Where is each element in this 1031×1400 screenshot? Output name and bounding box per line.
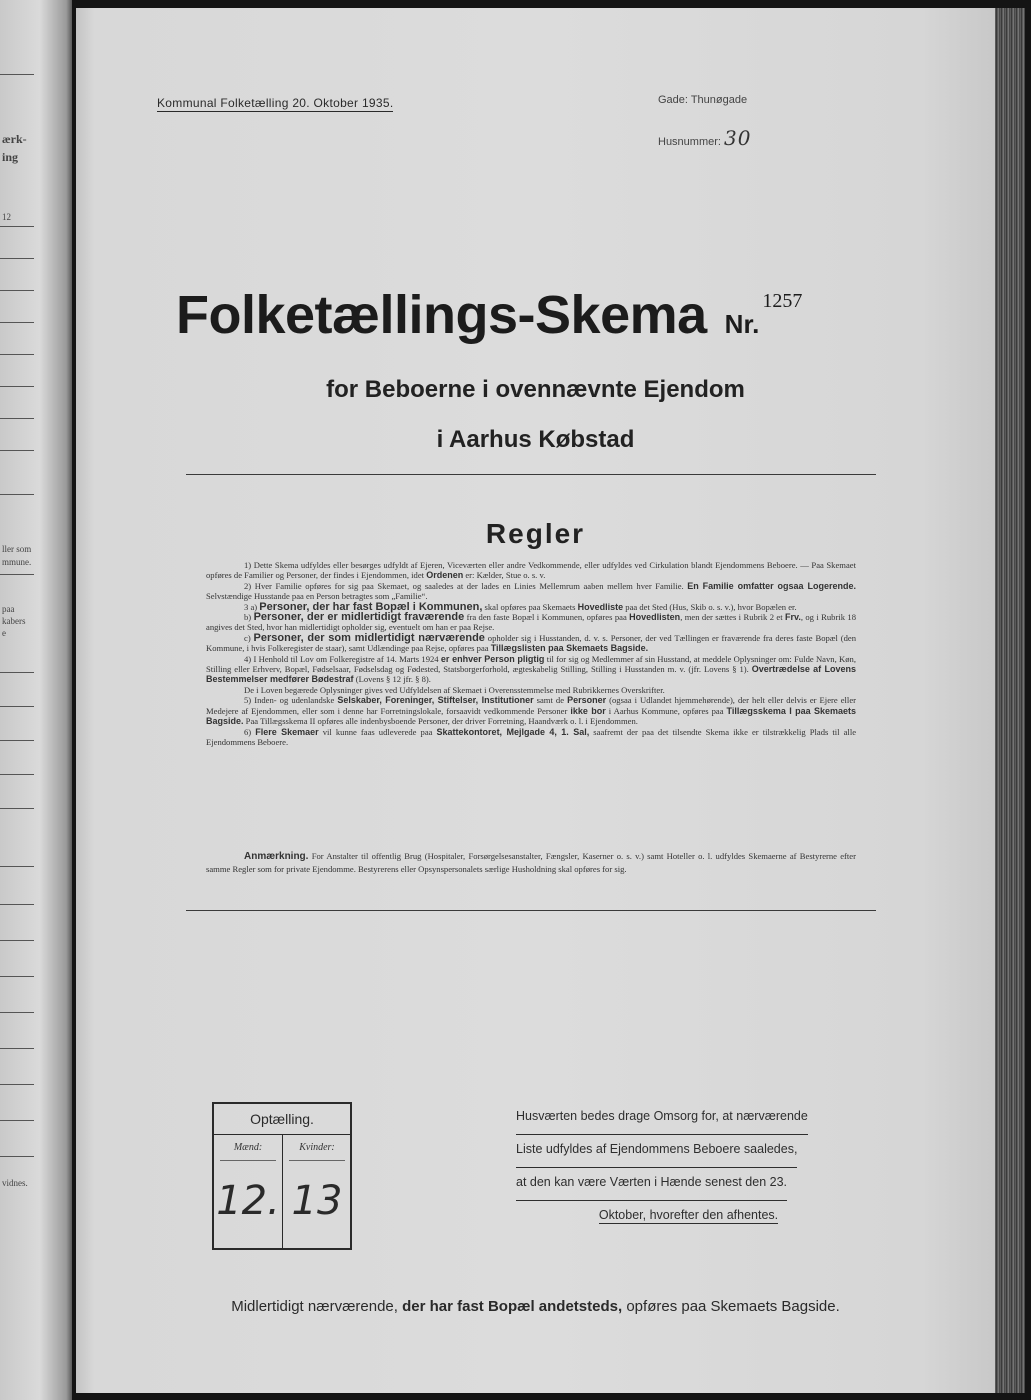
women-label-rule	[289, 1160, 345, 1161]
count-box	[212, 1102, 352, 1250]
left-page-rule	[0, 976, 34, 977]
form-title-main: Folketællings-Skema	[176, 285, 707, 345]
remark-label: Anmærkning.	[244, 851, 309, 862]
left-page-fragment: paa	[2, 604, 15, 614]
census-title: Kommunal Folketælling 20. Oktober 1935.	[157, 96, 394, 110]
rule-2: 2) Hver Familie opføres for sig paa Skemaet, og saaledes at der lades en Linies Mellemrum aaben mellem hver Familie. En Familie omfatter ogsaa Logerende. Selvstændige Husstande paa en Person betragtes som „Familie“.	[206, 580, 856, 602]
left-page-edge	[0, 0, 72, 1400]
rule-3c: c) Personer, der som midlertidigt nærværende opholder sig i Husstanden, d. v. s. Personer, der ved Tællingen er fraværende fra deres faste Bopæl (den Kommune, i hvis Folkeregister de staar), samt Udlændinge paa Rejse, opføres paa Tillægslisten paa Skemaets Bagside.	[206, 631, 857, 654]
left-page-rule	[0, 418, 34, 419]
left-page-rule	[0, 1048, 34, 1049]
divider	[186, 474, 876, 475]
men-label-rule	[220, 1160, 276, 1161]
left-page-rule	[0, 1012, 34, 1013]
left-page-rule	[0, 226, 34, 227]
left-page-fragment: 12	[2, 212, 11, 222]
street-value: Thunøgade	[690, 94, 748, 106]
left-page-fragment: mmune.	[2, 557, 32, 567]
men-count: 12.	[216, 1178, 280, 1224]
count-box-title: Optælling.	[214, 1104, 350, 1135]
landlord-notice	[516, 1102, 861, 1234]
rule-4-note: De i Loven begærede Oplysninger gives ved Udfyldelsen af Skemaet i Overensstemmelse med Rubrikkernes Overskrifter.	[244, 684, 665, 695]
women-count: 13	[291, 1178, 343, 1224]
left-page-fragment: ærk-	[2, 132, 27, 146]
left-page-rule	[0, 574, 34, 575]
left-page-rule	[0, 706, 34, 707]
left-page-rule	[0, 386, 34, 387]
left-page-rule	[0, 1084, 34, 1085]
left-page-rule	[0, 1156, 34, 1157]
rule-5: 5) Inden- og udenlandske Selskaber, Foreninger, Stiftelser, Institutioner samt de Personer (ogsaa i Udlandet hjemmehørende), der helt eller delvis er Ejere eller Medejere af Ejendommen, eller som i denne har Forretningslokale, forsaavidt vedkommende Personer ikke bor i Aarhus Kommune, opføres paa Tillægsskema I paa Skemaets Bagside. Paa Tillægsskema II opføres alle indenbysboende Personer, der driver Forretning, Haandværk o. l. i Ejendommen.	[206, 695, 856, 727]
divider	[186, 910, 876, 911]
left-page-rule	[0, 258, 34, 259]
street-label: Gade:	[658, 94, 688, 106]
left-page-fragment: ing	[2, 150, 19, 164]
notice-line: Oktober, hvorefter den afhentes.	[598, 1208, 779, 1222]
left-page-rule	[0, 904, 34, 905]
men-label: Mænd:	[233, 1142, 263, 1153]
form-number-value: 1257	[762, 290, 803, 312]
left-page-rule	[0, 354, 34, 355]
form-number-label: Nr.	[724, 309, 760, 339]
rule-3b: b) Personer, der er midlertidigt fraværende fra den faste Bopæl i Kommunen, opføres paa Hovedlisten, men der sættes i Rubrik 2 et Frv., og i Rubrik 18 angives det Sted, hvor han midlertidigt opholder sig, eventuelt om han er paa Rejse.	[206, 611, 857, 633]
left-page-fragment: ller som	[2, 544, 32, 554]
notice-line: Husværten bedes drage Omsorg for, at nærværende	[516, 1102, 808, 1135]
rule-3a: 3 a) Personer, der har fast Bopæl i Kommunen, skal opføres paa Skemaets Hovedliste paa det Sted (Hus, Skib o. s. v.), hvor Bopælen er.	[244, 600, 797, 613]
left-page-fragment: vidnes.	[2, 1178, 28, 1188]
left-page-rule	[0, 866, 34, 867]
form-title	[176, 284, 802, 346]
remark-text: For Anstalter til offentlig Brug (Hospitaler, Forsørgelsesanstalter, Fængsler, Kaserner o. s. v.) samt Hoteller o. l. udfyldes Skemaerne af Bestyrerne efter samme Regler som for private Ejendomme. Bestyrerens eller Opsynspersonalets særlige Husholdning skal opføres for sig.	[206, 851, 856, 874]
left-page-rule	[0, 740, 34, 741]
left-page-rule	[0, 322, 34, 323]
footer-instruction: Midlertidigt nærværende, der har fast Bopæl andetsteds, opføres paa Skemaets Bagside.	[231, 1298, 840, 1315]
census-form-page	[76, 8, 995, 1393]
street-field	[658, 94, 747, 106]
notice-line: Liste udfyldes af Ejendommens Beboere saaledes,	[516, 1135, 797, 1168]
left-page-rule	[0, 774, 34, 775]
left-page-rule	[0, 74, 34, 75]
women-label: Kvinder:	[299, 1142, 335, 1153]
left-page-rule	[0, 450, 34, 451]
rule-1: 1) Dette Skema udfyldes eller besørges udfyldt af Ejeren, Viceværten eller andre Vedkommende, eller udfyldes ved Cirkulation blandt Ejendommens Beboere. — Paa Skemaet opføres de Familier og Personer, der findes i Ejendommen, idet Ordenen er: Kælder, Stue o. s. v.	[206, 560, 856, 581]
form-subtitle-residents: for Beboerne i ovennævnte Ejendom	[326, 376, 745, 403]
left-page-rule	[0, 494, 34, 495]
rules-text	[206, 560, 856, 747]
left-page-fragment: e	[2, 628, 6, 638]
left-page-fragment: kabers	[2, 616, 26, 626]
house-number-label: Husnummer:	[658, 136, 721, 148]
house-number-value: 30	[723, 126, 752, 150]
house-number-field	[658, 126, 751, 150]
form-subtitle-city: i Aarhus Købstad	[436, 426, 635, 453]
left-page-rule	[0, 672, 34, 673]
book-binding-edge	[995, 8, 1025, 1393]
left-page-rule	[0, 1120, 34, 1121]
rule-6: 6) Flere Skemaer vil kunne faas udleverede paa Skattekontoret, Mejlgade 4, 1. Sal, saafremt der paa det tilsendte Skema ikke er tilstrækkelig Plads til alle Ejendommens Beboere.	[206, 726, 857, 747]
rule-4: 4) I Henhold til Lov om Folkeregistre af 14. Marts 1924 er enhver Person pligtig til for sig og Medlemmer af sin Husstand, at meddele Oplysninger om: Fulde Navn, Køn, Stilling eller Erhverv, Bopæl, Fødselsaar, Fødselsdag og Fødested, Statsborgerforhold, ægteskabelig Stilling, Stilling i Husstanden m. v. (jfr. Lovens § 1). Overtrædelse af Lovens Bestemmelser medfører Bødestraf (Lovens § 12 jfr. § 8).	[206, 653, 856, 685]
notice-line: at den kan være Værten i Hænde senest den 23.	[516, 1168, 787, 1201]
rules-heading: Regler	[485, 518, 586, 549]
left-page-rule	[0, 808, 34, 809]
remark-paragraph	[206, 850, 856, 875]
left-page-rule	[0, 940, 34, 941]
left-page-rule	[0, 290, 34, 291]
